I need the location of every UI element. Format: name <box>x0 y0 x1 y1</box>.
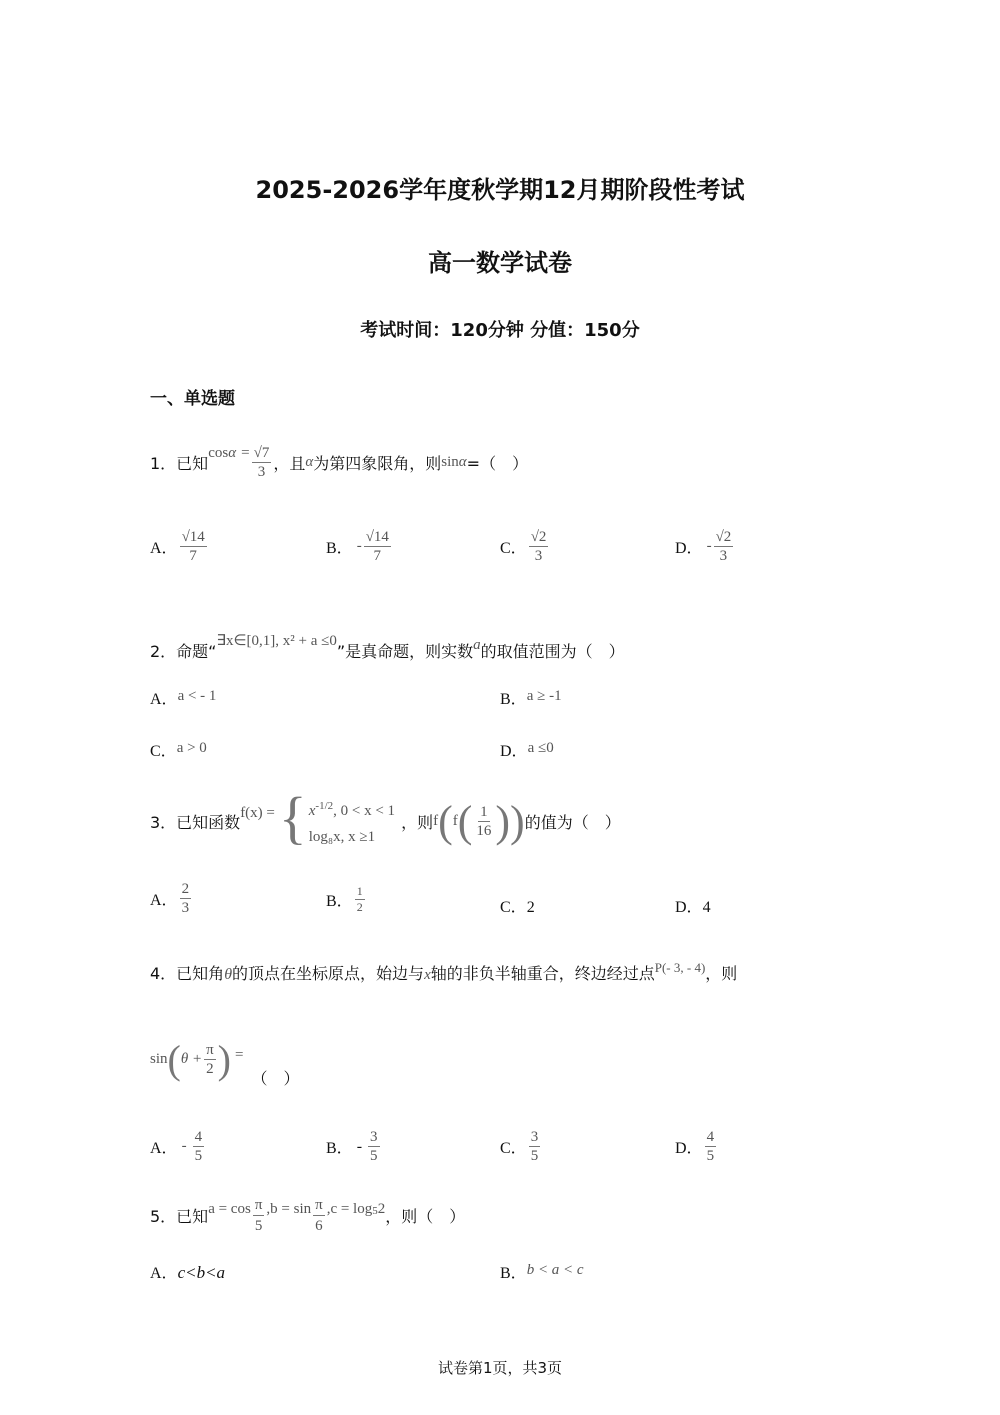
page-footer: 试卷第1页，共3页 <box>437 1359 563 1377</box>
q1-end: =（ ） <box>466 453 529 473</box>
option-label: B． <box>500 691 527 708</box>
q5-a-expr: a = cos <box>208 1200 251 1217</box>
option-den: 5 <box>370 1148 378 1164</box>
paren-open-icon: ( <box>457 796 473 846</box>
paren-open-icon: ( <box>167 1036 181 1082</box>
q3-end: 的值为（ ） <box>524 812 621 832</box>
paren-open-icon: ( <box>438 796 453 846</box>
q4-sin: sin <box>150 1050 168 1067</box>
option-den: 3 <box>534 548 543 564</box>
option-text: 2 <box>526 899 535 916</box>
q1-prefix: 1．已知 <box>150 453 209 473</box>
option-label: C． <box>500 540 527 557</box>
q4-option-b[interactable] <box>326 1128 382 1165</box>
question-1 <box>150 437 528 487</box>
section-title: 一、单选题 <box>150 389 235 409</box>
option-label: A． <box>150 892 178 909</box>
option-expr: a ≤0 <box>527 740 554 756</box>
option-num: 2 <box>181 881 190 897</box>
q3-case1 <box>309 793 395 824</box>
option-sign: - <box>181 1138 187 1154</box>
option-sign: - <box>356 1137 363 1155</box>
q5-c-expr: ,c = log <box>326 1200 373 1217</box>
paren-close-icon: ) <box>495 796 511 846</box>
option-label: B． <box>500 1265 527 1282</box>
q4-end: （ ） <box>251 1068 300 1088</box>
q4-text-a: 4．已知角 <box>150 964 225 983</box>
question-4 <box>150 956 737 984</box>
q4-x: x <box>424 967 431 983</box>
q4-point: P(- 3, - 4) <box>654 960 706 975</box>
option-den: 5 <box>194 1148 203 1164</box>
q4-option-a[interactable] <box>150 1128 206 1165</box>
q5-a-den: 5 <box>254 1217 263 1234</box>
option-den: 7 <box>373 548 382 564</box>
q2-prefix: 2．命题“ <box>150 642 217 661</box>
paren-close-icon: ) <box>217 1036 231 1082</box>
q1-fraction <box>252 444 272 481</box>
q5-c-sub: 5 <box>372 1205 378 1217</box>
q2-expression: ∃x∈[0,1], x² + a ≤0 <box>216 633 337 649</box>
option-den: 2 <box>356 900 363 914</box>
q2-end: 的取值范围为（ ） <box>480 642 625 661</box>
option-num: 1 <box>356 884 363 898</box>
q2-suffix: ”是真命题，则实数 <box>336 642 474 661</box>
q4-theta: θ <box>224 966 233 983</box>
q3-option-a[interactable] <box>150 880 193 917</box>
option-num: √14 <box>365 529 389 545</box>
q1-option-d[interactable] <box>675 528 735 565</box>
q3-den: 16 <box>476 822 492 839</box>
question-5 <box>150 1192 465 1238</box>
q3-case2: log₈x, x ≥1 <box>308 828 376 845</box>
q1-option-b[interactable] <box>326 528 393 565</box>
option-den: 5 <box>530 1148 539 1164</box>
exam-title: 2025-2026学年度秋学期12月期阶段性考试 <box>255 176 745 204</box>
q5-option-a[interactable] <box>150 1260 225 1283</box>
option-den: 3 <box>719 548 728 564</box>
option-expr: a > 0 <box>176 740 207 756</box>
q4-text-d: ，则 <box>705 964 738 983</box>
q2-option-b[interactable] <box>500 686 562 709</box>
option-label: D． <box>675 540 703 557</box>
option-text: 4 <box>702 899 711 916</box>
option-den: 5 <box>706 1148 715 1164</box>
question-3 <box>150 784 621 854</box>
option-num: 3 <box>530 1129 539 1145</box>
option-den: 7 <box>189 548 197 564</box>
exam-info: 考试时间：120分钟 分值：150分 <box>360 320 640 341</box>
q3-ff: f <box>433 812 439 829</box>
option-den: 3 <box>181 900 190 916</box>
q3-f-inner: f <box>452 812 458 829</box>
q3-case1-cond: , 0 < x < 1 <box>333 802 396 819</box>
q4-eq: = <box>235 1046 244 1063</box>
option-label: B． <box>326 893 353 910</box>
q3-option-b[interactable] <box>326 884 367 915</box>
q3-option-c[interactable] <box>500 894 535 917</box>
option-num: √2 <box>715 529 732 545</box>
q3-mid: ，则 <box>401 812 434 832</box>
q1-mid2: 为第四象限角，则 <box>313 453 442 473</box>
q2-option-a[interactable] <box>150 686 216 709</box>
option-label: A． <box>150 691 178 708</box>
option-label: C． <box>500 1140 527 1157</box>
q1-sin: sin <box>441 453 459 470</box>
option-expr: a < - 1 <box>177 688 217 704</box>
q3-prefix: 3．已知函数 <box>150 812 241 832</box>
q3-brace-icon: { <box>278 784 307 850</box>
q4-text-b: 的顶点在坐标原点，始边与 <box>232 964 425 983</box>
option-num: 4 <box>706 1129 715 1145</box>
option-num: 4 <box>194 1129 203 1145</box>
option-label: D． <box>500 743 528 760</box>
option-label: A． <box>150 1265 178 1282</box>
q1-cos: cos <box>208 445 229 461</box>
q1-den: 3 <box>257 463 266 480</box>
q4-option-d[interactable] <box>675 1128 718 1165</box>
q5-option-b[interactable] <box>500 1260 584 1283</box>
q2-option-d[interactable] <box>500 738 554 761</box>
q1-option-c[interactable] <box>500 528 550 565</box>
question-4-expr <box>150 1038 299 1088</box>
q1-alpha: α <box>228 445 237 461</box>
q2-option-c[interactable] <box>150 738 207 761</box>
q4-num: π <box>206 1041 214 1058</box>
q3-case1-base: x <box>308 802 316 819</box>
q5-b-num: π <box>313 1195 325 1216</box>
option-num: 3 <box>370 1129 378 1145</box>
option-label: C． <box>500 899 527 916</box>
option-label: B． <box>326 1140 353 1157</box>
q3-option-d[interactable] <box>675 894 711 917</box>
q2-a: a <box>473 637 481 653</box>
option-num: √2 <box>530 529 547 545</box>
option-label: A． <box>150 1140 178 1157</box>
q3-num: 1 <box>480 803 488 820</box>
q3-fx: f(x) = <box>240 804 275 821</box>
q4-text-c: 轴的非负半轴重合，终边经过点 <box>430 964 655 983</box>
q1-alpha2: α <box>305 453 314 470</box>
option-expr: c<b<a <box>177 1263 226 1282</box>
q1-num: √7 <box>253 444 270 461</box>
q5-b-den: 6 <box>315 1217 323 1234</box>
q1-mid: ，且 <box>273 453 306 473</box>
paren-close-icon: ) <box>510 796 525 846</box>
option-sign: - <box>706 538 712 554</box>
q1-alpha3: α <box>458 453 467 470</box>
q3-case1-exp: -1/2 <box>315 799 334 812</box>
q5-a-num: π <box>253 1195 265 1216</box>
q4-den: 2 <box>206 1060 214 1077</box>
q1-option-a[interactable] <box>150 528 209 565</box>
option-num: √14 <box>181 529 205 545</box>
q5-prefix: 5．已知 <box>150 1206 209 1226</box>
q3-piecewise <box>309 793 395 850</box>
q4-option-c[interactable] <box>500 1128 542 1165</box>
option-sign: - <box>356 538 362 554</box>
option-expr: b < a < c <box>526 1262 584 1278</box>
option-label: D． <box>675 1140 703 1157</box>
q5-b-expr: ,b = sin <box>266 1200 312 1217</box>
option-expr: a ≥ -1 <box>526 688 562 704</box>
option-label: B． <box>326 540 353 557</box>
exam-subtitle: 高一数学试卷 <box>428 249 572 277</box>
option-label: A． <box>150 540 178 557</box>
q5-end: ，则（ ） <box>385 1206 466 1226</box>
option-label: D． <box>675 899 703 916</box>
option-label: C． <box>150 743 177 760</box>
question-2 <box>150 622 625 662</box>
q4-inner: θ + <box>180 1050 203 1067</box>
q1-eq: = <box>241 445 250 461</box>
q5-c-val: 2 <box>377 1200 386 1217</box>
